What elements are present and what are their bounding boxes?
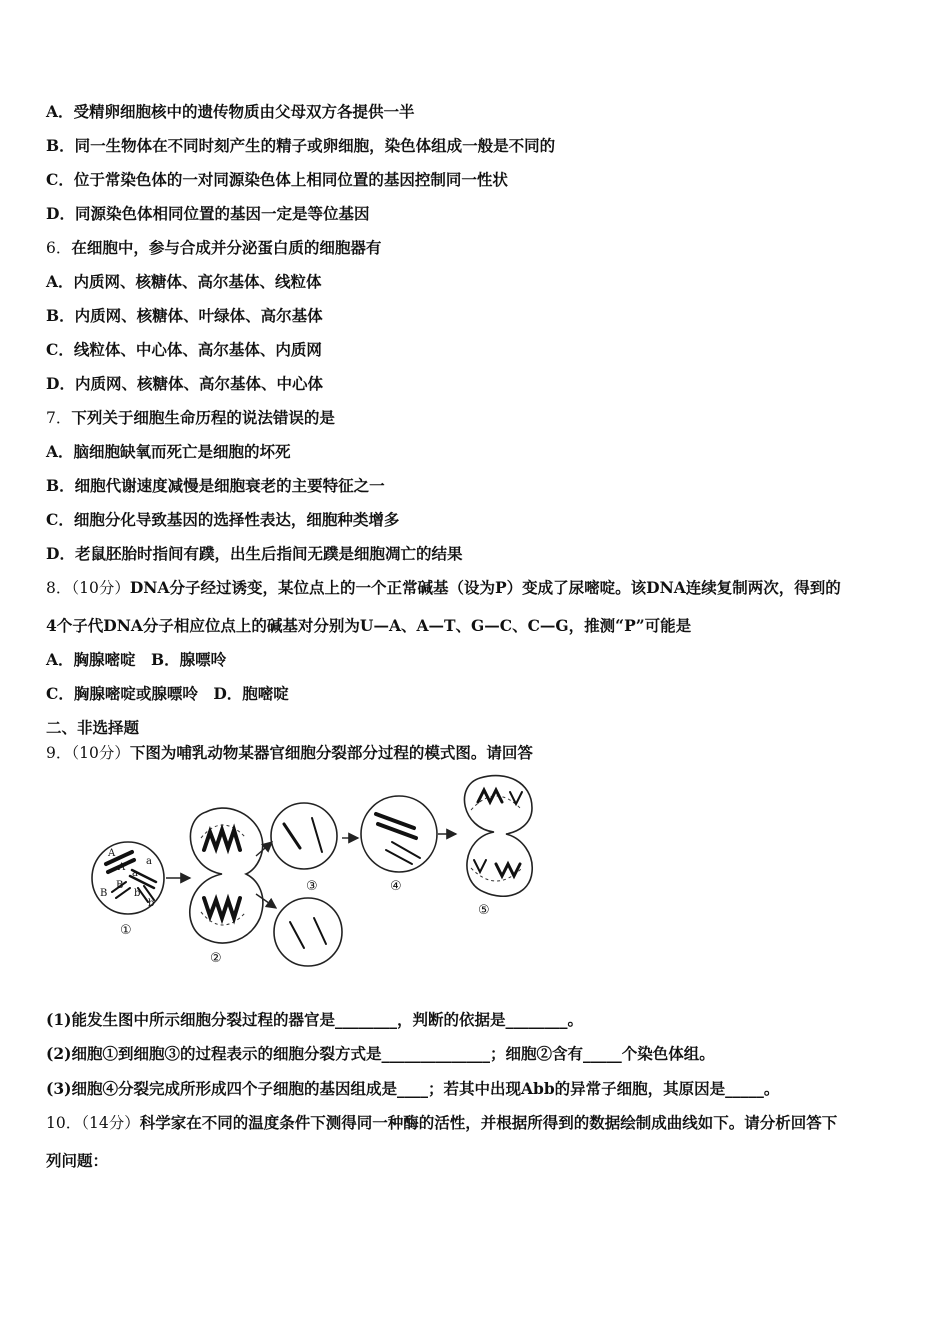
q9-sub2: (2)细胞①到细胞③的过程表示的细胞分裂方式是______________；细胞②含有_____个染色体组。 <box>46 1044 715 1063</box>
q6-option-c: C．线粒体、中心体、高尔基体、内质网 <box>46 340 322 359</box>
q5-option-d: D．同源染色体相同位置的基因一定是等位基因 <box>46 204 370 223</box>
q9-stem-text: 下图为哺乳动物某器官细胞分裂部分过程的模式图。请回答 <box>129 743 533 762</box>
q10-stem-line1 <box>46 1112 837 1134</box>
gene-label-b1: b <box>134 888 141 899</box>
q9-stem <box>46 742 533 764</box>
cell-2 <box>190 808 263 943</box>
q5-option-a: A．受精卵细胞核中的遗传物质由父母双方各提供一半 <box>46 102 415 121</box>
cell-3 <box>271 803 337 869</box>
q9-number: 9．（10分） <box>46 744 130 762</box>
q8-stem-line1 <box>46 577 841 599</box>
q10-stem-line2: 列问题： <box>46 1151 109 1170</box>
q7-stem <box>46 407 335 429</box>
q9-sub3: (3)细胞④分裂完成所形成四个子细胞的基因组成是____；若其中出现Abb的异常子细胞，其原因是_____。 <box>46 1079 780 1098</box>
cell-label-5: ⑤ <box>478 903 490 918</box>
q7-stem-text: 下列关于细胞生命历程的说法错误的是 <box>71 408 335 427</box>
q6-stem <box>46 237 381 259</box>
q10-number: 10．（14分） <box>46 1114 140 1132</box>
q8-number: 8．（10分） <box>46 579 130 597</box>
section-heading: 二、非选择题 <box>46 718 140 737</box>
q7-number: 7． <box>46 409 72 427</box>
q7-option-a: A．脑细胞缺氧而死亡是细胞的坏死 <box>46 442 291 461</box>
gene-label-b2: b <box>148 898 155 909</box>
cell-label-3: ③ <box>306 879 318 894</box>
gene-label-B2: B <box>116 880 124 891</box>
q8-stem-line2: 4个子代DNA分子相应位点上的碱基对分别为U—A、A—T、G—C、C—G，推测“P”可能是 <box>46 616 692 635</box>
cell-3b <box>274 898 342 966</box>
q6-number: 6． <box>46 239 72 257</box>
gene-label-B1: B <box>100 888 108 899</box>
gene-label-a2: a <box>132 868 138 879</box>
q8-options-line1: A．胸腺嘧啶 B．腺嘌呤 <box>46 650 227 669</box>
q5-option-b: B．同一生物体在不同时刻产生的精子或卵细胞，染色体组成一般是不同的 <box>46 136 556 155</box>
gene-label-A1: A <box>108 848 116 859</box>
cell-label-1: ① <box>120 923 132 938</box>
q6-stem-text: 在细胞中，参与合成并分泌蛋白质的细胞器有 <box>71 238 382 257</box>
cell-division-figure <box>86 772 546 972</box>
q7-option-b: B．细胞代谢速度减慢是细胞衰老的主要特征之一 <box>46 476 385 495</box>
gene-label-A2: A <box>118 862 126 873</box>
cell-label-4: ④ <box>390 879 402 894</box>
q6-option-b: B．内质网、核糖体、叶绿体、高尔基体 <box>46 306 323 325</box>
q6-option-d: D．内质网、核糖体、高尔基体、中心体 <box>46 374 323 393</box>
cell-4 <box>361 796 437 872</box>
q8-options-line2: C．胸腺嘧啶或腺嘌呤 D．胞嘧啶 <box>46 684 289 703</box>
q8-stem-text-1: DNA分子经过诱变，某位点上的一个正常碱基（设为P）变成了尿嘧啶。该DNA连续复制两次，得到的 <box>129 578 841 597</box>
cell-label-2: ② <box>210 951 222 966</box>
gene-label-a1: a <box>146 856 152 867</box>
q7-option-c: C．细胞分化导致基因的选择性表达，细胞种类增多 <box>46 510 400 529</box>
q5-option-c: C．位于常染色体的一对同源染色体上相同位置的基因控制同一性状 <box>46 170 508 189</box>
q7-option-d: D．老鼠胚胎时指间有蹼，出生后指间无蹼是细胞凋亡的结果 <box>46 544 463 563</box>
q10-stem-text-1: 科学家在不同的温度条件下测得同一种酶的活性，并根据所得到的数据绘制成曲线如下。请分析回答下 <box>139 1113 838 1132</box>
q6-option-a: A．内质网、核糖体、高尔基体、线粒体 <box>46 272 322 291</box>
q9-sub1: (1)能发生图中所示细胞分裂过程的器官是________，判断的依据是________。 <box>46 1010 583 1029</box>
